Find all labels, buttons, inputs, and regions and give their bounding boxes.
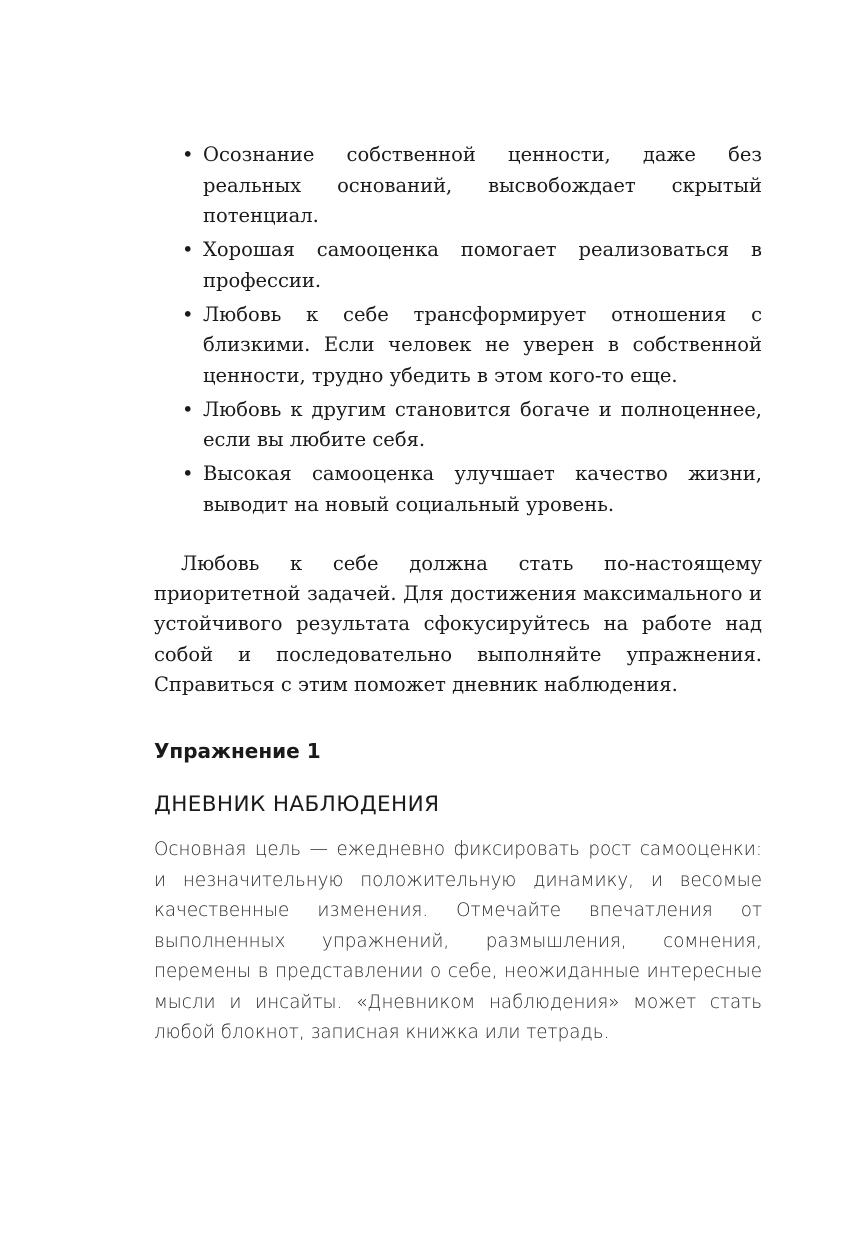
exercise-title: ДНЕВНИК НАБЛЮДЕНИЯ (154, 792, 440, 818)
list-item (154, 300, 762, 392)
list-item-text: Осознание собственной ценности, даже без реальных оснований, высвобождает скрытый потенциал. (203, 143, 762, 227)
bullet-icon: • (182, 462, 194, 485)
list-item (154, 395, 762, 456)
list-item (154, 459, 762, 520)
list-item-text: Любовь к другим становится богаче и полноценнее, если вы любите себя. (203, 397, 762, 451)
body-paragraph: Любовь к себе должна стать по-настоящему приоритетной задачей. Для достижения максимального и устойчивого результата сфокусируйтесь на работе над собой и последовательно выполняйте упражнения. Справиться с этим поможет дневник наблюдения. (154, 552, 762, 696)
list-item-text: Высокая самооценка улучшает качество жизни, выводит на новый социальный уровень. (203, 462, 762, 516)
bullet-icon: • (182, 302, 194, 326)
list-item-text: Хорошая самооценка помогает реализоваться в профессии. (203, 238, 762, 292)
bullet-icon: • (182, 397, 194, 421)
exercise-description: Основная цель — ежедневно фиксировать рост самооценки: и незначительную положительную динамику, и весомые качественные изменения. Отмечайте впечатления от выполненных упражнений, размышления, сомнения, перемены в представлении о себе, неожиданные интересные мысли и инсайты. «Дневником наблюдения» может стать любой блокнот, записная книжка или тетрадь. (154, 839, 762, 1044)
book-page (154, 140, 762, 1049)
bullet-list (154, 140, 762, 520)
exercise-label: Упражнение 1 (154, 739, 321, 764)
list-item-text: Любовь к себе трансформирует отношения с близкими. Если человек не уверен в собственной ценности, трудно убедить в этом кого-то еще. (203, 302, 762, 387)
bullet-icon: • (182, 143, 194, 166)
list-item (154, 140, 762, 232)
bullet-icon: • (182, 238, 194, 261)
list-item (154, 235, 762, 296)
